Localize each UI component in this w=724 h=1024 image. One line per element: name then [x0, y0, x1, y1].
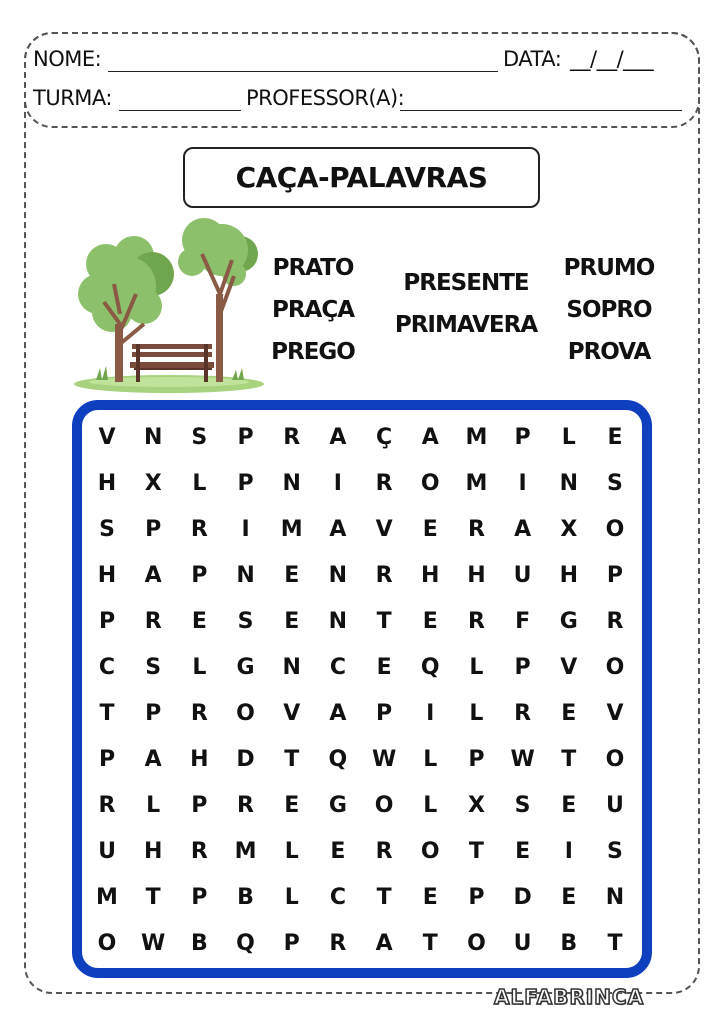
grid-letter[interactable]: P	[98, 609, 116, 634]
grid-letter[interactable]: R	[190, 517, 208, 542]
grid-letter[interactable]: T	[607, 931, 623, 956]
grid-letter[interactable]: A	[144, 563, 162, 588]
grid-letter[interactable]: V	[98, 425, 116, 450]
grid-letter[interactable]: O	[374, 793, 394, 818]
grid-letter[interactable]: E	[561, 793, 577, 818]
grid-letter[interactable]: S	[607, 839, 623, 864]
grid-letter[interactable]: H	[143, 839, 163, 864]
grid-letter[interactable]: U	[513, 563, 532, 588]
brand-logo: ALFABRINCA	[494, 985, 645, 1009]
grid-letter[interactable]: L	[192, 471, 207, 496]
page-title: CAÇA-PALAVRAS	[235, 161, 488, 194]
grid-letter[interactable]: E	[376, 655, 392, 680]
grid-letter[interactable]: U	[98, 839, 116, 864]
grid-letter[interactable]: A	[329, 701, 347, 726]
grid-letter[interactable]: O	[605, 517, 625, 542]
grid-letter[interactable]: A	[421, 425, 439, 450]
grid-letter[interactable]: O	[467, 931, 486, 956]
word-list-item: PRUMO	[563, 255, 655, 281]
grid-letter[interactable]: L	[469, 701, 484, 726]
grid-letter[interactable]: A	[329, 517, 347, 542]
grid-letter[interactable]: B	[237, 885, 254, 910]
grid-letter[interactable]: O	[605, 747, 625, 772]
grid-letter[interactable]: H	[559, 563, 578, 588]
grid-letter[interactable]: I	[241, 517, 250, 542]
date-field[interactable]: __/__/___	[570, 47, 654, 71]
grid-letter[interactable]: X	[560, 517, 578, 542]
grid-letter[interactable]: E	[422, 609, 438, 634]
grid-letter[interactable]: C	[329, 655, 346, 680]
name-field[interactable]	[108, 71, 498, 72]
grid-letter[interactable]: T	[376, 609, 392, 634]
grid-letter[interactable]: N	[328, 609, 348, 634]
grid-letter[interactable]: N	[236, 563, 255, 588]
grid-letter[interactable]: V	[560, 655, 578, 680]
grid-letter[interactable]: L	[469, 655, 484, 680]
grid-letter[interactable]: Q	[328, 747, 348, 772]
grid-letter[interactable]: W	[371, 747, 397, 772]
class-label: TURMA:	[33, 86, 112, 110]
grid-letter[interactable]: P	[468, 747, 485, 772]
name-label: NOME:	[33, 47, 102, 71]
grid-letter[interactable]: D	[513, 885, 532, 910]
grid-letter[interactable]: O	[605, 655, 625, 680]
grid-letter[interactable]: T	[99, 701, 115, 726]
grid-letter[interactable]: M	[465, 425, 488, 450]
grid-letter[interactable]: W	[141, 931, 166, 956]
grid-letter[interactable]: P	[145, 517, 162, 542]
grid-letter[interactable]: S	[514, 793, 531, 818]
grid-letter[interactable]: S	[191, 425, 208, 450]
grid-letter[interactable]: Ç	[376, 425, 393, 450]
grid-letter[interactable]: A	[329, 425, 347, 450]
grid-letter[interactable]: E	[284, 793, 300, 818]
grid-letter[interactable]: L	[284, 885, 299, 910]
grid-letter[interactable]: T	[561, 747, 577, 772]
word-list-item: PRAÇA	[271, 297, 355, 323]
grid-letter[interactable]: E	[561, 701, 577, 726]
grid-letter[interactable]: L	[423, 747, 438, 772]
grid-letter[interactable]: S	[99, 517, 115, 542]
grid-letter[interactable]: X	[467, 793, 485, 818]
grid-letter[interactable]: V	[606, 701, 624, 726]
grid-letter[interactable]: I	[518, 471, 527, 496]
grid-letter[interactable]: P	[237, 471, 254, 496]
grid-letter[interactable]: E	[607, 425, 623, 450]
grid-letter[interactable]: L	[561, 425, 576, 450]
grid-letter[interactable]: R	[514, 701, 532, 726]
grid-letter[interactable]: P	[468, 885, 485, 910]
park-trees-bench-icon	[74, 214, 268, 394]
grid-letter[interactable]: R	[283, 425, 301, 450]
title-box	[183, 147, 540, 208]
grid-letter[interactable]: P	[191, 793, 208, 818]
grid-letter[interactable]: S	[607, 471, 623, 496]
grid-letter[interactable]: R	[467, 517, 485, 542]
grid-letter[interactable]: P	[237, 425, 254, 450]
date-label: DATA:	[503, 47, 562, 71]
grid-letter[interactable]: V	[375, 517, 393, 542]
grid-letter[interactable]: N	[282, 471, 301, 496]
grid-letter[interactable]: T	[145, 885, 161, 910]
grid-letter[interactable]: M	[234, 839, 257, 864]
grid-letter[interactable]: C	[98, 655, 116, 680]
grid-letter[interactable]: H	[97, 563, 117, 588]
grid-letter[interactable]: G	[559, 609, 578, 634]
grid-letter[interactable]: R	[190, 839, 208, 864]
grid-letter[interactable]: R	[329, 931, 347, 956]
grid-letter[interactable]: N	[328, 563, 348, 588]
grid-letter[interactable]: R	[144, 609, 162, 634]
grid-letter[interactable]: O	[420, 471, 440, 496]
grid-letter[interactable]: U	[513, 931, 532, 956]
grid-letter[interactable]: N	[605, 885, 625, 910]
word-list-item: PREGO	[271, 339, 355, 365]
grid-letter[interactable]: I	[333, 471, 342, 496]
grid-letter[interactable]: L	[192, 655, 207, 680]
grid-letter[interactable]: R	[467, 609, 485, 634]
grid-letter[interactable]: S	[145, 655, 162, 680]
grid-letter[interactable]: P	[98, 747, 116, 772]
grid-letter[interactable]: R	[375, 839, 393, 864]
grid-letter[interactable]: P	[514, 655, 531, 680]
word-list-item: SOPRO	[566, 297, 652, 323]
grid-letter[interactable]: E	[284, 563, 300, 588]
grid-letter[interactable]: L	[146, 793, 161, 818]
grid-letter[interactable]: F	[515, 609, 531, 634]
grid-letter[interactable]: A	[144, 747, 162, 772]
grid-letter[interactable]: U	[606, 793, 624, 818]
word-list-item: PROVA	[567, 339, 651, 365]
grid-letter[interactable]: E	[422, 517, 438, 542]
grid-letter[interactable]: A	[514, 517, 532, 542]
grid-letter[interactable]: P	[191, 885, 208, 910]
grid-letter[interactable]: R	[190, 701, 208, 726]
grid-letter[interactable]: E	[422, 885, 438, 910]
grid-letter[interactable]: P	[514, 425, 531, 450]
grid-letter[interactable]: E	[284, 609, 300, 634]
grid-letter[interactable]: M	[280, 517, 303, 542]
grid-letter[interactable]: I	[426, 701, 435, 726]
grid-letter[interactable]: R	[375, 471, 393, 496]
grid-letter[interactable]: P	[283, 931, 300, 956]
grid-letter[interactable]: R	[606, 609, 624, 634]
grid-letter[interactable]: R	[98, 793, 116, 818]
grid-letter[interactable]: T	[468, 839, 484, 864]
grid-letter[interactable]: R	[375, 563, 393, 588]
grid-letter[interactable]: B	[190, 931, 208, 956]
grid-letter[interactable]: C	[329, 885, 346, 910]
grid-letter[interactable]: O	[97, 931, 117, 956]
grid-letter[interactable]: H	[467, 563, 486, 588]
grid-letter[interactable]: E	[330, 839, 346, 864]
grid-letter[interactable]: I	[564, 839, 573, 864]
word-list-item: PRESENTE	[403, 270, 529, 296]
grid-letter[interactable]: P	[376, 701, 393, 726]
grid-letter[interactable]: T	[422, 931, 438, 956]
grid-letter[interactable]: S	[237, 609, 254, 634]
grid-letter[interactable]: R	[237, 793, 254, 818]
grid-letter[interactable]: H	[190, 747, 209, 772]
word-search-grid	[72, 400, 652, 978]
grid-letter[interactable]: M	[96, 885, 118, 910]
grid-letter[interactable]: E	[561, 885, 577, 910]
grid-letter[interactable]: V	[283, 701, 301, 726]
grid-letter[interactable]: D	[236, 747, 255, 772]
grid-letter[interactable]: Q	[236, 931, 255, 956]
grid-letter[interactable]: O	[236, 701, 255, 726]
grid-letter[interactable]: B	[560, 931, 578, 956]
grid-letter[interactable]: A	[375, 931, 393, 956]
teacher-label: PROFESSOR(A):	[246, 86, 405, 110]
grid-letter[interactable]: T	[376, 885, 392, 910]
grid-letter[interactable]: W	[510, 747, 535, 772]
grid-letter[interactable]: O	[420, 839, 440, 864]
grid-letter[interactable]: Q	[420, 655, 440, 680]
grid-letter[interactable]: N	[559, 471, 578, 496]
grid-letter[interactable]: E	[515, 839, 531, 864]
grid-letter[interactable]: E	[191, 609, 207, 634]
grid-letter[interactable]: G	[236, 655, 255, 680]
word-list-item: PRATO	[272, 255, 354, 281]
teacher-field[interactable]	[400, 110, 682, 111]
class-field[interactable]	[119, 110, 241, 111]
grid-letter[interactable]: H	[97, 471, 117, 496]
grid-letter[interactable]: G	[328, 793, 347, 818]
grid-letter[interactable]: X	[144, 471, 162, 496]
grid-letter[interactable]: P	[606, 563, 624, 588]
grid-letter[interactable]: N	[143, 425, 163, 450]
grid-letter[interactable]: T	[284, 747, 300, 772]
grid-letter[interactable]: P	[191, 563, 208, 588]
grid-letter[interactable]: N	[282, 655, 301, 680]
grid-letter[interactable]: H	[421, 563, 440, 588]
grid-letter[interactable]: P	[145, 701, 162, 726]
grid-letter[interactable]: L	[423, 793, 438, 818]
grid-letter[interactable]: L	[284, 839, 299, 864]
word-list-item: PRIMAVERA	[394, 312, 538, 338]
grid-letter[interactable]: M	[465, 471, 488, 496]
